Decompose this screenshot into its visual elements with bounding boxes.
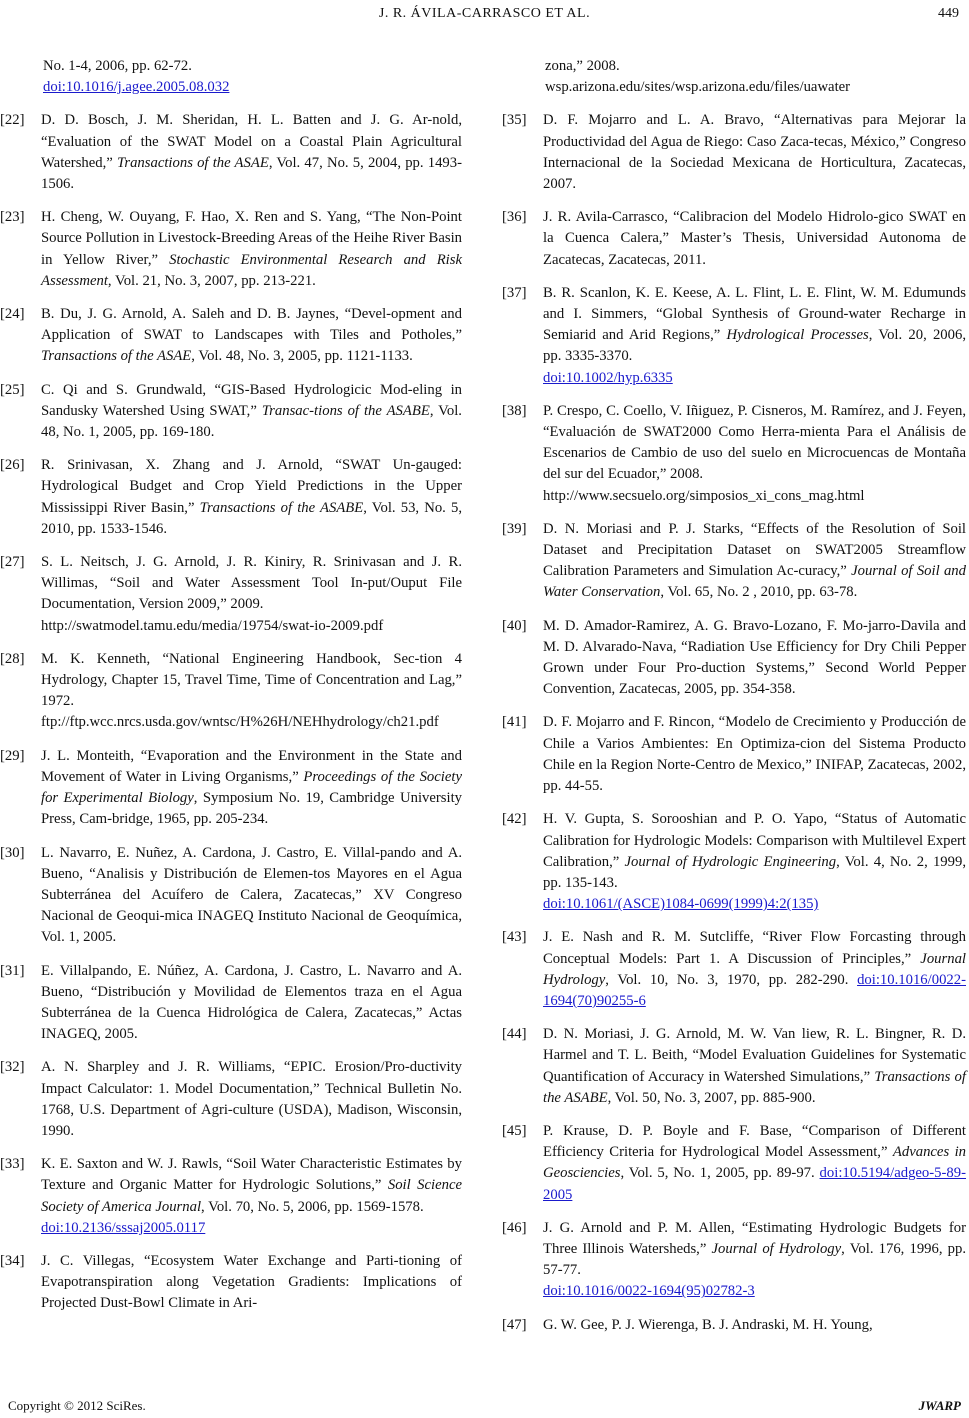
reference-text: E. Villalpando, E. Núñez, A. Cardona, J. Castro, L. Navarro and A. Bueno, “Distribución y Movilidad de Elementos traza en el Agua Subterránea de la Cuenca Hidrológica de Calera, Zacatecas,” Actas INAGEQ, 2005. <box>41 962 462 1043</box>
reference-entry <box>0 961 462 1046</box>
reference-text: , Vol. 4, No. 2, 1999, pp. 135-143. <box>543 853 966 891</box>
reference-text: L. Navarro, E. Nuñez, A. Cardona, J. Castro, E. Villal-pando and A. Bueno, “Analisis y Distribución de Elemen-tos Mayores en el Agua Subterránea del Acuífero de Calera, Zacatecas,” XV Congreso Nacional de Geoqui-mica INAGEQ Instituto Nacional de Geoquímica, Vol. 1, 2005. <box>41 844 462 946</box>
reference-text: J. E. Nash and R. M. Sutcliffe, “River Flow Forcasting through Conceptual Models: Part 1. A Discussion of Principles,” <box>543 929 966 967</box>
reference-text: , Vol. 48, No. 3, 2005, pp. 1121-1133. <box>191 348 413 365</box>
reference-source-title: Transactions of the ASABE <box>199 499 364 516</box>
running-header <box>0 6 969 28</box>
reference-entry <box>0 843 462 949</box>
reference-source-title: Soil Science Society of America Journal <box>41 1177 462 1215</box>
reference-number: [40] <box>502 617 527 634</box>
reference-source-title: Transactions of the ASAE <box>41 348 192 365</box>
reference-entry <box>0 455 462 540</box>
reference-number: [35] <box>502 112 527 129</box>
reference-number: [38] <box>502 402 527 419</box>
reference-entry <box>502 712 966 797</box>
reference-text: A. N. Sharpley and J. R. Williams, “EPIC. Erosion/Pro-ductivity Impact Calculator: 1. Model Documentation,” Technical Bulletin No. 1768, U.S. Department of Agri-culture (USDA), Madison, Wisconsin, 1990. <box>41 1059 462 1139</box>
reference-source-title: Transactions of the ASABE <box>543 1068 966 1106</box>
reference-number: [37] <box>502 284 527 301</box>
reference-text: P. Krause, D. P. Boyle and F. Base, “Comparison of Different Efficiency Criteria for Hydrological Model Assessment,” <box>543 1122 966 1161</box>
reference-text: , Vol. 53, No. 5, 2010, pp. 1533-1546. <box>41 499 462 537</box>
reference-text: , Vol. 20, 2006, pp. 3335-3370. <box>543 327 966 365</box>
reference-entry <box>0 110 462 195</box>
reference-text: D. F. Mojarro and F. Rincon, “Modelo de Crecimiento y Producción de Chile a Varios Ambientes: En Optimiza-cion del Sistema Producto Chile en la Region Norte-Centro de Mexico,” INIFAP, Zacatecas, 2002, pp. 44-55. <box>543 714 966 795</box>
reference-entry <box>502 283 966 389</box>
reference-number: [26] <box>0 457 25 474</box>
reference-text: D. N. Moriasi, J. G. Arnold, M. W. Van liew, R. L. Bingner, R. D. Harmel and T. L. Beith, “Model Evaluation Guidelines for Systematic Quantification of Accuracy in Watershed Simulations,” <box>543 1026 966 1085</box>
reference-text: , Vol. 65, No. 2 , 2010, pp. 63-78. <box>660 584 858 601</box>
reference-source-title: Hydrological Processes <box>726 327 869 344</box>
doi-link[interactable]: doi:10.1016/j.agee.2005.08.032 <box>43 79 230 96</box>
reference-number: [33] <box>0 1156 25 1173</box>
reference-text: , Symposium No. 19, Cambridge University Press, Cam-bridge, 1965, pp. 205-234. <box>41 790 462 828</box>
reference-text: P. Crespo, C. Coello, V. Iñiguez, P. Cisneros, M. Ramírez, and J. Feyen, “Evaluación de SWAT2000 Como Herra-mienta Para el Análisis de Escenarios de Cambio de uso del suelo en Microcuencas de Montaña del sur del Ecuador,” 2008. <box>543 402 966 483</box>
journal-abbrev: JWARP <box>918 1398 961 1413</box>
reference-number: [25] <box>0 381 25 398</box>
reference-text: D. N. Moriasi and P. J. Starks, “Effects of the Resolution of Soil Dataset and Precipitation Dataset on SWAT2005 Streamflow Calibration Parameters and Simulation Ac-curacy,” <box>543 520 966 580</box>
reference-entry <box>502 809 966 915</box>
running-title: J. R. ÁVILA-CARRASCO ET AL. <box>378 6 591 21</box>
reference-entry <box>0 649 462 734</box>
reference-url: wsp.arizona.edu/sites/wsp.arizona.edu/files/uawater <box>545 79 851 96</box>
reference-text: K. E. Saxton and W. J. Rawls, “Soil Water Characteristic Estimates by Texture and Organic Matter for Hydrologic Solutions,” <box>41 1156 462 1194</box>
reference-number: [47] <box>502 1316 527 1333</box>
reference-text: C. Qi and S. Grundwald, “GIS-Based Hydrologicic Mod-eling in Sandusky Watershed Using SWAT,” <box>41 381 462 419</box>
reference-text: , Vol. 70, No. 5, 2006, pp. 1569-1578. <box>201 1198 424 1215</box>
reference-source-title: Stochastic Environmental Research and Risk Assessment <box>41 251 462 289</box>
reference-source-title: Journal Hydrology <box>543 950 966 988</box>
reference-number: [31] <box>0 962 25 979</box>
reference-number: [22] <box>0 112 25 129</box>
reference-text: , Vol. 50, No. 3, 2007, pp. 885-900. <box>607 1089 816 1106</box>
reference-entry <box>502 1024 966 1109</box>
reference-text: , Vol. 176, 1996, pp. 57-77. <box>543 1240 967 1279</box>
reference-number: [44] <box>502 1026 527 1043</box>
reference-entry <box>502 401 966 507</box>
doi-link[interactable]: doi:10.5194/adgeo-5-89-2005 <box>543 1165 966 1203</box>
reference-url: http://www.secsuelo.org/simposios_xi_cons_mag.html <box>543 487 865 504</box>
reference-number: [45] <box>502 1122 527 1139</box>
reference-number: [24] <box>0 306 25 323</box>
reference-entry <box>0 1154 462 1239</box>
reference-number: [29] <box>0 747 25 764</box>
reference-entry <box>0 746 462 831</box>
reference-text: zona,” 2008. <box>545 58 620 74</box>
reference-number: [23] <box>0 209 25 226</box>
reference-source-title: Advances in Geosciencies <box>543 1144 966 1182</box>
reference-entry <box>0 552 462 637</box>
reference-entry <box>0 380 462 444</box>
reference-number: [42] <box>502 811 527 828</box>
reference-text: B. Du, J. G. Arnold, A. Saleh and D. B. Jaynes, “Devel-opment and Application of SWAT to Landscapes with Tiles and Potholes,” <box>41 306 462 344</box>
reference-text: J. R. Avila-Carrasco, “Calibracion del Modelo Hidrolo-gico SWAT en la Cuenca Calera,” Master’s Thesis, Universidad Autonoma de Zacatecas, Zacatecas, 2011. <box>543 209 966 268</box>
reference-text: G. W. Gee, P. J. Wierenga, B. J. Andraski, M. H. Young, <box>543 1316 873 1333</box>
reference-source-title: Transac-tions of the ASABE <box>261 402 430 419</box>
reference-entry <box>502 1218 966 1303</box>
reference-continuation <box>502 56 966 98</box>
reference-number: [41] <box>502 714 527 731</box>
reference-text: , Vol. 21, No. 3, 2007, pp. 213-221. <box>107 272 316 289</box>
reference-text: J. G. Arnold and P. M. Allen, “Estimating Hydrologic Budgets for Three Illinois Watersheds,” <box>543 1219 966 1257</box>
reference-entry <box>502 1121 966 1206</box>
reference-number: [32] <box>0 1059 25 1076</box>
reference-source-title: Journal of Soil and Water Conservation <box>543 563 966 601</box>
reference-entry <box>0 1057 462 1142</box>
reference-entry <box>502 207 966 271</box>
reference-text: D. D. Bosch, J. M. Sheridan, H. L. Batten and J. G. Ar-nold, “Evaluation of the SWAT Model on a Coastal Plain Agricultural Watershed,” <box>41 112 462 171</box>
reference-text: No. 1-4, 2006, pp. 62-72. <box>43 58 192 74</box>
reference-entry <box>0 304 462 368</box>
reference-source-title: Transactions of the ASAE <box>117 154 269 171</box>
reference-number: [28] <box>0 650 25 667</box>
reference-text: , Vol. 5, No. 1, 2005, pp. 89-97. <box>620 1165 820 1182</box>
reference-entry <box>502 616 966 701</box>
reference-text: S. L. Neitsch, J. G. Arnold, J. R. Kiniry, R. Srinivasan and J. R. Willimas, “Soil and Water Assessment Tool In-put/Ouput File Documentation, Version 2009,” 2009. <box>41 554 462 613</box>
reference-text: J. C. Villegas, “Ecosystem Water Exchange and Parti-tioning of Evapotranspiration along Vegetation Gradients: Implications of Projected Dust-Bowl Climate in Ari- <box>41 1252 462 1312</box>
reference-text: , Vol. 10, No. 3, 1970, pp. 282-290. <box>605 971 858 988</box>
reference-number: [30] <box>0 844 25 861</box>
doi-link[interactable]: doi:10.2136/sssaj2005.0117 <box>41 1219 206 1236</box>
reference-text: B. R. Scanlon, K. E. Keese, A. L. Flint, L. E. Flint, W. M. Edumunds and I. Simmers, “Global Synthesis of Ground-water Recharge in Semiarid and Arid Regions,” <box>543 284 966 344</box>
doi-link[interactable]: doi:10.1061/(ASCE)1084-0699(1999)4:2(135) <box>543 896 819 913</box>
reference-text: M. K. Kenneth, “National Engineering Handbook, Sec-tion 4 Hydrology, Chapter 15, Travel Time, Time of Concentration and Lag,” 1972. <box>41 650 462 710</box>
doi-link[interactable]: doi:10.1016/0022-1694(95)02782-3 <box>543 1283 755 1300</box>
reference-text: M. D. Amador-Ramirez, A. G. Bravo-Lozano, F. Mo-jarro-Davila and M. D. Alvarado-Nava, “Radiation Use Efficiency for Dry Chili Pepper Grown under Four Pro-duction Systems,” Second World Pepper Convention, Zacatecas, 2005, pp. 354-358. <box>543 617 966 698</box>
reference-number: [36] <box>502 209 527 226</box>
reference-entry <box>502 927 966 1012</box>
reference-number: [46] <box>502 1219 527 1236</box>
reference-source-title: Proceedings of the Society for Experimental Biology <box>41 768 462 807</box>
reference-url: http://swatmodel.tamu.edu/media/19754/swat-io-2009.pdf <box>41 617 384 634</box>
reference-entry <box>502 110 966 195</box>
reference-text: J. L. Monteith, “Evaporation and the Environment in the State and Movement of Water in Living Organisms,” <box>41 747 462 785</box>
reference-source-title: Journal of Hydrologic Engineering <box>624 853 837 870</box>
copyright-notice: Copyright © 2012 SciRes. <box>8 1398 146 1413</box>
reference-number: [27] <box>0 554 25 571</box>
reference-source-title: Journal of Hydrology <box>711 1240 842 1257</box>
doi-link[interactable]: doi:10.1002/hyp.6335 <box>543 369 673 386</box>
reference-text: D. F. Mojarro and L. A. Bravo, “Alternativas para Mejorar la Productividad del Agua de Riego: Caso Zaca-tecas, México,” Congreso Internacional de la Sociedad Mexicana de Horticultura, Zacatecas, 2007. <box>543 112 966 193</box>
reference-number: [34] <box>0 1252 25 1269</box>
reference-text: R. Srinivasan, X. Zhang and J. Arnold, “SWAT Un-gauged: Hydrological Budget and Crop Yield Predictions in the Upper Mississippi River Basin,” <box>41 457 462 516</box>
reference-url: ftp://ftp.wcc.nrcs.usda.gov/wntsc/H%26H/NEHhydrology/ch21.pdf <box>41 714 439 731</box>
left-column-references <box>0 56 462 1327</box>
reference-text: , Vol. 48, No. 1, 2005, pp. 169-180. <box>41 402 462 441</box>
doi-link[interactable]: doi:10.1016/0022-1694(70)90255-6 <box>543 971 966 1009</box>
reference-entry <box>502 519 966 604</box>
reference-text: H. V. Gupta, S. Sorooshian and P. O. Yapo, “Status of Automatic Calibration for Hydrologic Models: Comparison with Multilevel Expert Calibration,” <box>543 811 966 870</box>
reference-number: [43] <box>502 929 527 946</box>
reference-continuation <box>0 56 462 98</box>
reference-entry <box>0 207 462 292</box>
reference-entry <box>0 1251 462 1315</box>
right-column-references <box>502 56 966 1348</box>
reference-number: [39] <box>502 520 527 537</box>
page-number: 449 <box>938 6 959 21</box>
reference-text: , Vol. 47, No. 5, 2004, pp. 1493-1506. <box>41 154 463 193</box>
reference-entry <box>502 1315 966 1336</box>
reference-text: H. Cheng, W. Ouyang, F. Hao, X. Ren and S. Yang, “The Non-Point Source Pollution in Livestock-Breeding Areas of the Heihe River Basin in Yellow River,” <box>41 209 462 268</box>
